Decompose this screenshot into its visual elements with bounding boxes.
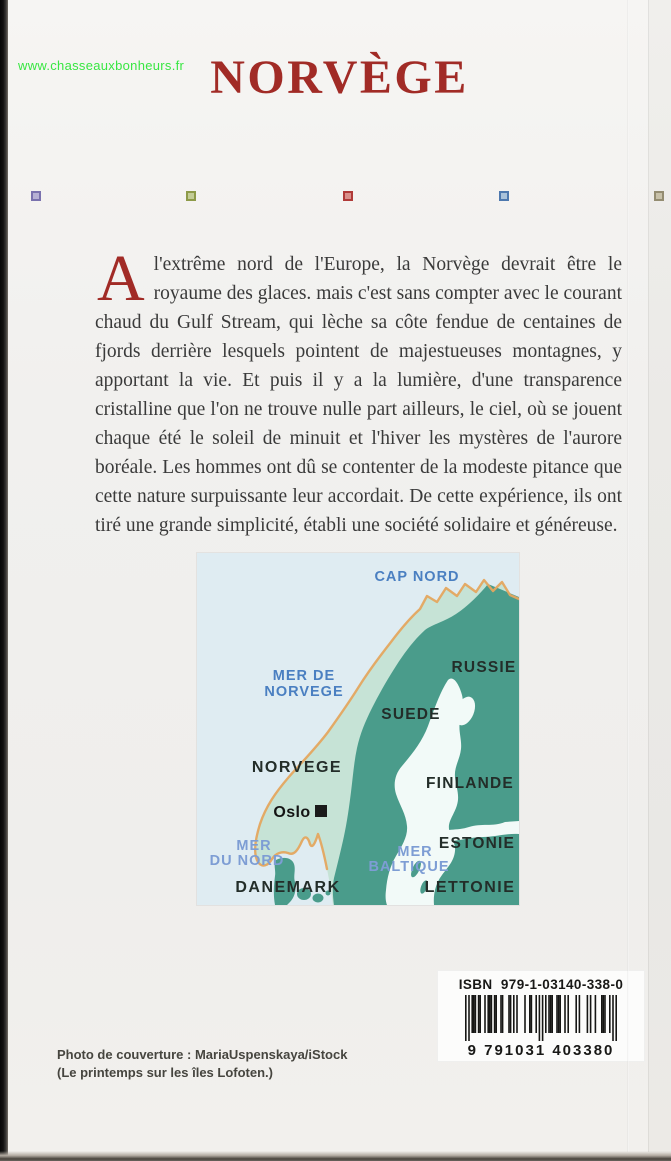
map-label-mer-baltique-2: BALTIQUE <box>368 859 450 875</box>
map-label-mer-de-norvege-2: NORVEGE <box>264 684 344 700</box>
deco-square <box>654 191 664 201</box>
map-label-finlande: FINLANDE <box>426 775 514 792</box>
credit-line-2: (Le printemps sur les îles Lofoten.) <box>57 1064 273 1080</box>
credit-line-1: Photo de couverture : MariaUspenskaya/iStock <box>57 1047 348 1062</box>
map-label-norvege: NORVEGE <box>251 759 343 776</box>
scandinavia-map <box>196 552 520 906</box>
watermark-url: www.chasseauxbonheurs.fr <box>18 58 185 73</box>
photo-left-edge <box>0 0 8 1161</box>
ean-digits: 9 791031 403380 <box>467 1042 615 1059</box>
book-title: NORVÈGE <box>210 51 469 104</box>
deco-square <box>499 191 509 201</box>
map-label-mer-du-nord-2: DU NORD <box>209 853 285 869</box>
map-label-russie: RUSSIE <box>451 659 517 676</box>
map-label-oslo: Oslo <box>273 804 311 821</box>
ean-barcode <box>465 995 617 1041</box>
photo-credit <box>57 1046 347 1081</box>
isbn-number: ISBN 979-1-03140-338-0 <box>458 977 624 992</box>
photo-bottom-edge <box>0 1151 671 1161</box>
intro-text: l'extrême nord de l'Europe, la Norvège devrait être le royaume des glaces. mais c'est sans compter avec le courant chaud du Gulf Stream, qui lèche sa côte fendue de centaines de fjords derrière lesquels pointent de majestueuses montagnes, y apportant la vie. Et puis il y a la lumière, d'une transparence cristalline que l'on ne trouve nulle part ailleurs, le ciel, où se jouent chaque été le soleil de minuit et l'hiver les mystères de l'aurore boréale. Les hommes ont dû se contenter de la modeste pitance que cette nature surpuissante leur accordait. De cette expérience, ils ont tiré une grande simplicité, établi une société solidaire et généreuse. <box>95 254 622 536</box>
dropcap-letter: A <box>97 242 145 315</box>
map-label-danemark: DANEMARK <box>235 879 341 896</box>
oslo-marker <box>315 805 327 817</box>
map-label-mer-de-norvege-1: MER DE <box>272 668 336 684</box>
cover-right-edge <box>648 0 671 1152</box>
decorative-squares-row <box>8 191 671 203</box>
deco-square <box>343 191 353 201</box>
map-label-mer-du-nord-1: MER <box>236 838 272 854</box>
cover-surface <box>8 0 671 1161</box>
isbn-block <box>437 970 645 1062</box>
map-label-mer-baltique-1: MER <box>397 844 433 860</box>
deco-square <box>31 191 41 201</box>
deco-square <box>186 191 196 201</box>
map-label-cap-nord: CAP NORD <box>374 569 460 585</box>
map-label-suede: SUEDE <box>381 706 441 723</box>
map-label-lettonie: LETTONIE <box>424 879 516 896</box>
map-label-estonie: ESTONIE <box>438 835 516 852</box>
intro-paragraph <box>95 242 622 540</box>
